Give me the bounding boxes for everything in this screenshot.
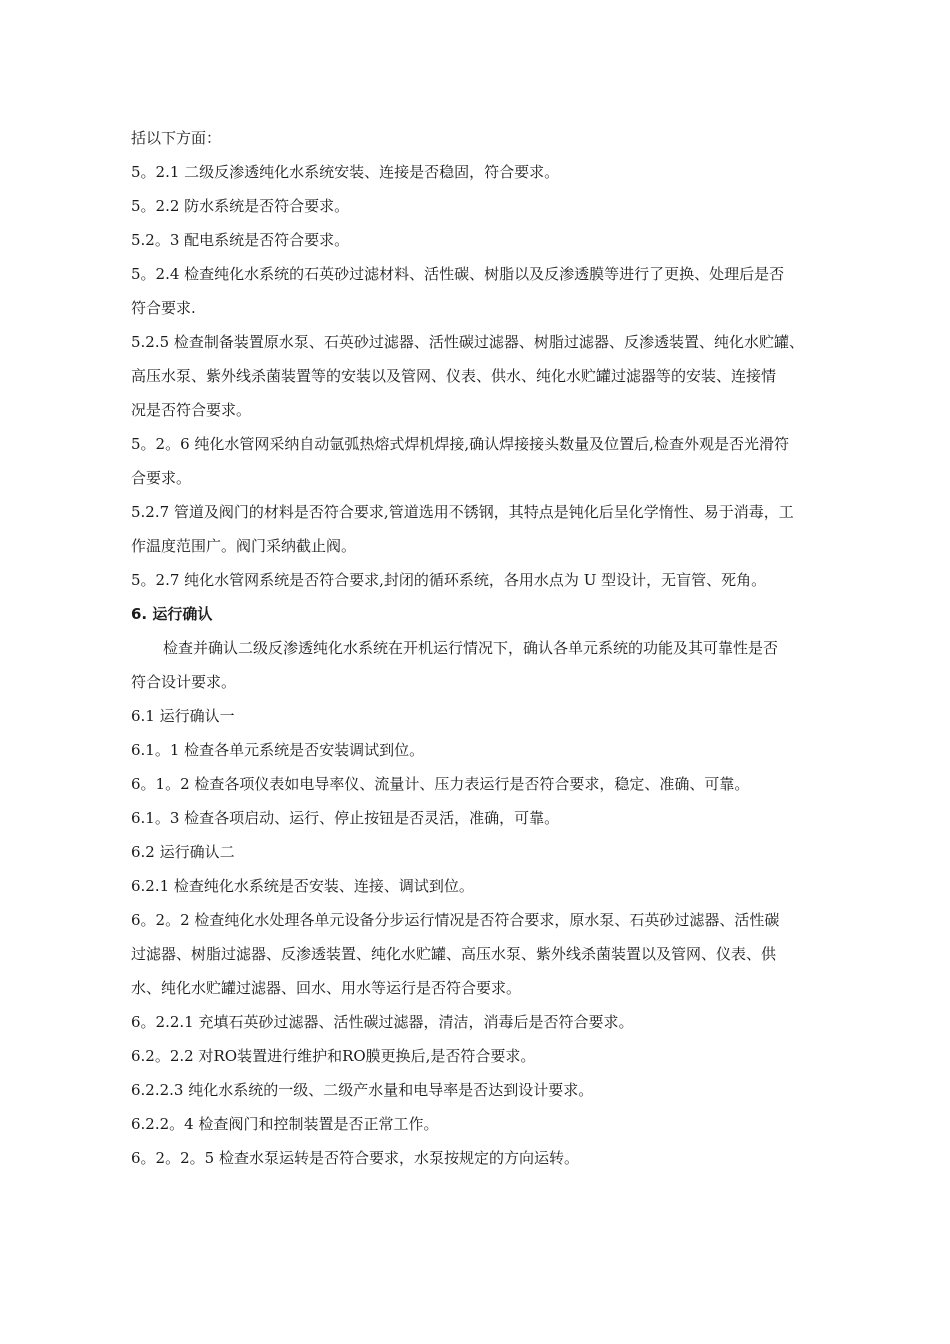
text-line: 水、纯化水贮罐过滤器、回水、用水等运行是否符合要求。 <box>131 979 522 997</box>
text-line: 5。2.7 纯化水管网系统是否符合要求,封闭的循环系统，各用水点为 U 型设计，无盲管、死角。 <box>131 571 767 589</box>
text-line: 6.1。1 检查各单元系统是否安装调试到位。 <box>131 741 425 759</box>
text-line: 6.2.2。4 检查阀门和控制装置是否正常工作。 <box>131 1115 439 1133</box>
text-line: 过滤器、树脂过滤器、反渗透装置、纯化水贮罐、高压水泵、紫外线杀菌装置以及管网、仪表、供 <box>131 945 777 963</box>
text-line: 6.2.1 检查纯化水系统是否安装、连接、调试到位。 <box>131 877 474 895</box>
text-line: 6.1。3 检查各项启动、运行、停止按钮是否灵活，准确，可靠。 <box>131 809 560 827</box>
text-line: 况是否符合要求。 <box>131 401 252 419</box>
subsection-heading: 6.1 运行确认一 <box>131 707 235 725</box>
text-line: 5。2.2 防水系统是否符合要求。 <box>131 197 350 215</box>
text-line: 5.2。3 配电系统是否符合要求。 <box>131 231 350 249</box>
text-line: 符合设计要求。 <box>131 673 237 691</box>
text-line: 5.2.5 检查制备装置原水泵、石英砂过滤器、活性碳过滤器、树脂过滤器、反渗透装置、纯化水贮罐、 <box>131 333 804 351</box>
text-line: 5。2。6 纯化水管网采纳自动氩弧热熔式焊机焊接,确认焊接接头数量及位置后,检查外观是否光滑符 <box>131 435 789 453</box>
text-line: 5。2.4 检查纯化水系统的石英砂过滤材料、活性碳、树脂以及反渗透膜等进行了更换、处理后是否 <box>131 265 785 283</box>
text-line: 括以下方面： <box>131 129 222 147</box>
document-body <box>131 121 871 1175</box>
section-heading: 6. 运行确认 <box>131 605 213 623</box>
text-line: 6。1。2 检查各项仪表如电导率仪、流量计、压力表运行是否符合要求，稳定、准确、可靠。 <box>131 775 750 793</box>
text-line: 6.2。2.2 对RO装置进行维护和RO膜更换后,是否符合要求。 <box>131 1047 536 1065</box>
text-line: 合要求。 <box>131 469 192 487</box>
text-line: 6.2.2.3 纯化水系统的一级、二级产水量和电导率是否达到设计要求。 <box>131 1081 594 1099</box>
text-line: 5.2.7 管道及阀门的材料是否符合要求,管道选用不锈钢，其特点是钝化后呈化学惰性、易于消毒，工 <box>131 503 794 521</box>
text-line: 作温度范围广。阀门采纳截止阀。 <box>131 537 357 555</box>
text-line: 高压水泵、紫外线杀菌装置等的安装以及管网、仪表、供水、纯化水贮罐过滤器等的安装、连接情 <box>131 367 777 385</box>
text-line: 6。2。2 检查纯化水处理各单元设备分步运行情况是否符合要求，原水泵、石英砂过滤器、活性碳 <box>131 911 780 929</box>
text-line: 5。2.1 二级反渗透纯化水系统安装、连接是否稳固，符合要求。 <box>131 163 560 181</box>
text-line: 6。2。2。5 检查水泵运转是否符合要求，水泵按规定的方向运转。 <box>131 1149 579 1167</box>
text-line: 6。2.2.1 充填石英砂过滤器、活性碳过滤器，清洁，消毒后是否符合要求。 <box>131 1013 634 1031</box>
text-line: 符合要求. <box>131 299 196 317</box>
subsection-heading: 6.2 运行确认二 <box>131 843 235 861</box>
text-line: 检查并确认二级反渗透纯化水系统在开机运行情况下，确认各单元系统的功能及其可靠性是否 <box>163 639 779 657</box>
